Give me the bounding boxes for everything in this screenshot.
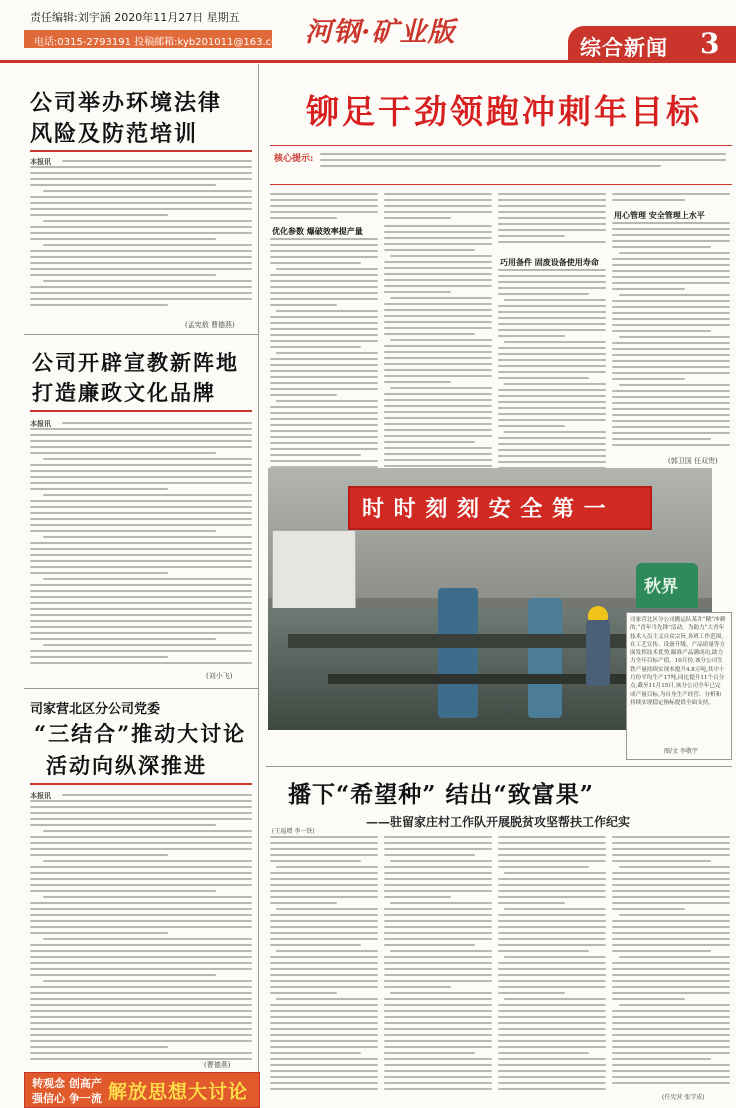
main-col1-body	[270, 238, 378, 474]
main-byline: (郭卫国 任双贵)	[668, 457, 718, 465]
worker-figure	[586, 616, 610, 686]
subheading-3: 用心管理 安全管理上水平	[614, 210, 705, 220]
article2-lead: 本报讯	[30, 419, 51, 428]
subheading-1: 优化参数 爆破效率提产量	[272, 226, 363, 236]
photo-caption: 司家营北区分公司搬运队某井“精“冲刺的,“青年当先锋”活动。为助力“大青年技术人员主义自众宗旨,各班工作范围,在工艺宣传、设备升级、产品质量等方面发挥技术优势,瞄准产品满成功,助力力全年目标产值。10月份,该分公司生铁产量持续实现本提升4.8万吨,其中十月份平均生产17吨,同比提升11个百分点,截至11月15日,该分公司全年已完成产量目标,为自身生产经营、分析和持续实现稳定指标提供全面支持。	[630, 617, 726, 706]
left-col-divider	[258, 64, 259, 1104]
campaign-slogan-2: 强信心 争一流	[32, 1092, 102, 1105]
article1-title-line1: 公司举办环境法律	[30, 90, 223, 116]
article2-title-line1: 公司开辟宣教新阵地	[32, 350, 239, 375]
article2-col3	[498, 836, 606, 1096]
subheading-2: 巧用备件 固废设备使用寿命	[500, 257, 599, 267]
wall-logo-text: 秋界	[644, 577, 678, 597]
intro-text	[320, 153, 726, 179]
article2-lead-credit: (王福增 李一铁)	[272, 828, 315, 835]
main-col3-top	[498, 193, 606, 247]
main-col4-top	[612, 193, 730, 205]
article3-title-line1: “三结合”推动大讨论	[34, 721, 247, 746]
article2-title-rule	[30, 410, 252, 412]
article2-body-text	[30, 428, 252, 668]
article-title-2: 播下“希望种” 结出“致富果”	[288, 781, 594, 808]
article3-body-text	[30, 800, 252, 1064]
machine-roller	[438, 588, 478, 718]
article2-byline: (刘小飞)	[206, 672, 233, 680]
main-col1-top	[270, 193, 378, 223]
main-col3-body	[498, 269, 606, 475]
article1-lead: 本报讯	[30, 157, 51, 166]
intro-lead: 核心提示:	[274, 154, 314, 164]
main-col2-body	[384, 225, 492, 475]
main-col2-top	[384, 193, 492, 223]
article-subtitle-2: ——驻留家庄村工作队开展脱贫攻坚帮扶工作纪实	[366, 815, 631, 829]
worker-helmet	[588, 606, 608, 620]
page-number: 3	[700, 27, 720, 60]
main-headline: 铆足干劲领跑冲刺年目标	[306, 92, 702, 131]
section-title: 综合新闻	[580, 35, 668, 60]
article1-byline: (孟宪敖 曹德燕)	[185, 321, 235, 329]
masthead-contact: 电话:0315-2793191 投稿邮箱:kyb201011@163.com	[34, 37, 288, 48]
article1-body-text	[30, 166, 252, 314]
article-divider	[266, 766, 732, 767]
article2-bottom-rule	[24, 688, 258, 689]
article3-title-rule	[30, 783, 252, 785]
masthead-bar	[0, 0, 736, 63]
campaign-slogan-1: 转观念 创高产	[32, 1077, 102, 1090]
campaign-title: 解放思想大讨论	[108, 1081, 249, 1103]
article3-lead: 本报讯	[30, 791, 51, 800]
article2-title-line2: 打造廉政文化品牌	[32, 380, 216, 405]
article3-byline: (曹德燕)	[204, 1061, 231, 1069]
article2-col4	[612, 836, 730, 1088]
article3-title-line2: 活动向纵深推进	[46, 753, 207, 778]
article3-kicker: 司家营北区分公司党委	[30, 702, 161, 717]
article2-col2	[384, 836, 492, 1096]
masthead-meta: 责任编辑:刘宇涵 2020年11月27日 星期五	[30, 11, 240, 24]
safety-sign-text: 时 时 刻 刻 安 全 第 一	[362, 496, 607, 522]
article1-title-rule	[30, 150, 252, 152]
article1-bottom-rule	[24, 334, 258, 335]
article2-end-credit: (任宪营 张学成)	[662, 1094, 705, 1101]
article2-col1	[270, 836, 378, 1096]
photo-caption-credit: 图/文 李敬宇	[664, 748, 698, 755]
newspaper-logo: 河钢·矿业版	[305, 17, 456, 48]
machine-roller	[528, 598, 562, 718]
main-col4-body	[612, 222, 730, 452]
article1-title-line2: 风险及防范培训	[30, 121, 199, 147]
